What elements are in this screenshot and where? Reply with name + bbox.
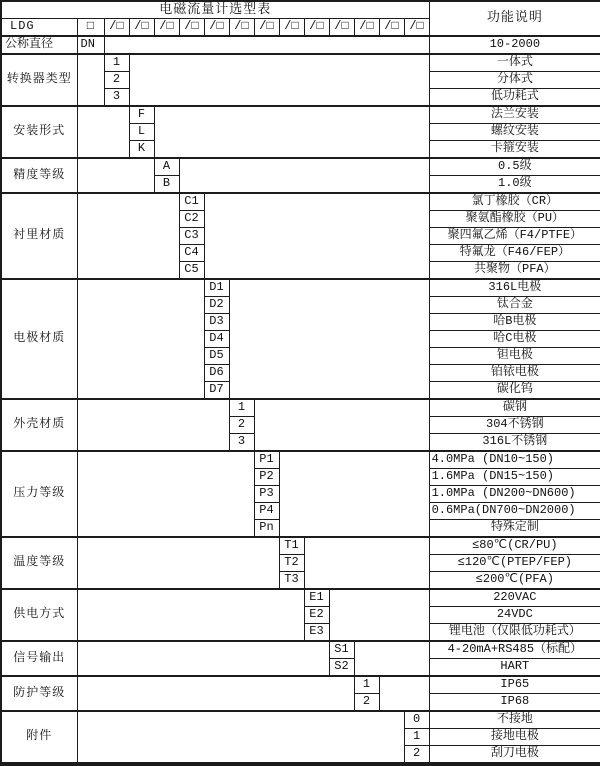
option-code: D5 (204, 348, 229, 365)
option-code: DN (77, 36, 104, 54)
option-row (1, 537, 600, 555)
option-desc: 哈C电极 (429, 331, 600, 348)
option-code: K (129, 141, 154, 159)
spacer-cell (179, 158, 429, 193)
spacer-cell (77, 589, 304, 641)
option-row (1, 589, 600, 607)
option-desc: 1.0MPa (DN200~DN600) (429, 486, 600, 503)
option-desc: 316L不锈钢 (429, 434, 600, 452)
option-code: P3 (254, 486, 279, 503)
option-desc: 分体式 (429, 72, 600, 89)
spacer-cell (104, 36, 429, 54)
option-code: 0 (404, 711, 429, 729)
spacer-cell (329, 589, 429, 641)
option-row (1, 711, 600, 729)
option-code: 2 (404, 746, 429, 765)
option-code: 3 (104, 89, 129, 107)
option-code: P4 (254, 503, 279, 520)
spacer-cell (129, 54, 429, 106)
option-desc: 螺纹安装 (429, 124, 600, 141)
spacer-cell (77, 676, 354, 711)
option-desc: 4-20mA+RS485（标配） (429, 641, 600, 659)
spacer-cell (77, 106, 129, 158)
option-desc: 共聚物（PFA） (429, 262, 600, 280)
option-row (1, 36, 600, 54)
category-label: 温度等级 (1, 537, 77, 589)
category-label: 电极材质 (1, 279, 77, 399)
category-label: 供电方式 (1, 589, 77, 641)
model-slot-box: /□ (204, 19, 229, 37)
spacer-cell (77, 711, 404, 764)
category-label: 公称直径 (1, 36, 77, 54)
option-row (1, 399, 600, 417)
option-code: T2 (279, 555, 304, 572)
option-desc: 接地电极 (429, 729, 600, 746)
option-desc: 钽电极 (429, 348, 600, 365)
option-desc: 10-2000 (429, 36, 600, 54)
model-slot-box: /□ (379, 19, 404, 37)
model-slot-box: /□ (154, 19, 179, 37)
option-desc: 锂电池（仅限低功耗式） (429, 624, 600, 642)
spacer-cell (204, 193, 429, 279)
option-desc: 304不锈钢 (429, 417, 600, 434)
spacer-cell (379, 676, 429, 711)
spacer-cell (154, 106, 429, 158)
option-desc: 聚氨酯橡胶（PU） (429, 211, 600, 228)
option-desc: 碳化钨 (429, 382, 600, 400)
category-label: 外壳材质 (1, 399, 77, 451)
option-desc: 1.0级 (429, 176, 600, 194)
option-desc: 法兰安装 (429, 106, 600, 124)
option-desc: 钛合金 (429, 297, 600, 314)
option-desc: 铂铱电极 (429, 365, 600, 382)
option-desc: 碳钢 (429, 399, 600, 417)
option-code: Pn (254, 520, 279, 538)
option-code: 2 (104, 72, 129, 89)
option-code: D1 (204, 279, 229, 297)
option-desc: 220VAC (429, 589, 600, 607)
option-code: D3 (204, 314, 229, 331)
option-row (1, 451, 600, 469)
spacer-cell (77, 451, 254, 537)
option-desc: 哈B电极 (429, 314, 600, 331)
spacer-cell (77, 399, 229, 451)
spacer-cell (77, 537, 279, 589)
spacer-cell (77, 641, 329, 676)
category-label: 信号输出 (1, 641, 77, 676)
option-desc: 一体式 (429, 54, 600, 72)
option-code: E3 (304, 624, 329, 642)
option-row (1, 106, 600, 124)
option-code: D6 (204, 365, 229, 382)
option-desc: IP65 (429, 676, 600, 694)
model-slot-box: /□ (304, 19, 329, 37)
model-slot-box: /□ (254, 19, 279, 37)
option-code: C2 (179, 211, 204, 228)
option-desc: 316L电极 (429, 279, 600, 297)
model-slot-box: /□ (129, 19, 154, 37)
option-code: D4 (204, 331, 229, 348)
option-code: S2 (329, 659, 354, 677)
spacer-cell (77, 158, 154, 193)
model-first-box: □ (77, 19, 104, 37)
option-desc: 1.6MPa (DN15~150) (429, 469, 600, 486)
option-desc: IP68 (429, 694, 600, 712)
option-row (1, 158, 600, 176)
category-label: 安装形式 (1, 106, 77, 158)
option-row (1, 54, 600, 72)
option-code: B (154, 176, 179, 194)
title-row (1, 1, 600, 19)
option-code: P2 (254, 469, 279, 486)
option-row (1, 676, 600, 694)
spacer-cell (229, 279, 429, 399)
option-row (1, 193, 600, 211)
option-desc: 聚四氟乙烯（F4/PTFE） (429, 228, 600, 245)
option-desc: 低功耗式 (429, 89, 600, 107)
option-code: 2 (354, 694, 379, 712)
option-code: 1 (354, 676, 379, 694)
spacer-cell (254, 399, 429, 451)
spacer-cell (77, 54, 104, 106)
option-code: C4 (179, 245, 204, 262)
option-desc: 0.6MPa(DN700~DN2000) (429, 503, 600, 520)
option-desc: 氯丁橡胶（CR） (429, 193, 600, 211)
model-slot-box: /□ (329, 19, 354, 37)
option-desc: HART (429, 659, 600, 677)
option-code: T3 (279, 572, 304, 590)
table-title: 电磁流量计选型表 (1, 1, 429, 19)
option-code: 2 (229, 417, 254, 434)
option-code: A (154, 158, 179, 176)
option-code: 1 (229, 399, 254, 417)
spacer-cell (77, 193, 179, 279)
spacer-cell (354, 641, 429, 676)
option-desc: 不接地 (429, 711, 600, 729)
model-slot-box: /□ (229, 19, 254, 37)
model-prefix: LDG (1, 19, 77, 37)
spacer-cell (77, 279, 204, 399)
model-slot-box: /□ (404, 19, 429, 37)
option-code: 1 (404, 729, 429, 746)
spacer-cell (304, 537, 429, 589)
option-code: E1 (304, 589, 329, 607)
category-label: 防护等级 (1, 676, 77, 711)
option-code: 3 (229, 434, 254, 452)
option-code: E2 (304, 607, 329, 624)
option-desc: ≤80℃(CR/PU) (429, 537, 600, 555)
option-desc: ≤120℃(PTEP/FEP) (429, 555, 600, 572)
category-label: 转换器类型 (1, 54, 77, 106)
option-desc: 特殊定制 (429, 520, 600, 538)
model-slot-box: /□ (104, 19, 129, 37)
function-column-header: 功能说明 (429, 1, 600, 36)
option-desc: 0.5级 (429, 158, 600, 176)
option-code: C5 (179, 262, 204, 280)
category-label: 衬里材质 (1, 193, 77, 279)
option-row (1, 641, 600, 659)
option-code: L (129, 124, 154, 141)
option-desc: 特氟龙（F46/FEP） (429, 245, 600, 262)
option-code: D7 (204, 382, 229, 400)
model-slot-box: /□ (279, 19, 304, 37)
option-code: F (129, 106, 154, 124)
option-code: S1 (329, 641, 354, 659)
option-code: C3 (179, 228, 204, 245)
option-desc: ≤200℃(PFA) (429, 572, 600, 590)
category-label: 精度等级 (1, 158, 77, 193)
model-slot-box: /□ (179, 19, 204, 37)
option-desc: 24VDC (429, 607, 600, 624)
option-row (1, 279, 600, 297)
category-label: 压力等级 (1, 451, 77, 537)
spacer-cell (279, 451, 429, 537)
model-slot-box: /□ (354, 19, 379, 37)
category-label: 附件 (1, 711, 77, 764)
option-code: 1 (104, 54, 129, 72)
option-code: C1 (179, 193, 204, 211)
option-code: T1 (279, 537, 304, 555)
option-code: P1 (254, 451, 279, 469)
option-desc: 刮刀电极 (429, 746, 600, 765)
option-desc: 卡箍安装 (429, 141, 600, 159)
option-code: D2 (204, 297, 229, 314)
option-desc: 4.0MPa (DN10~150) (429, 451, 600, 469)
